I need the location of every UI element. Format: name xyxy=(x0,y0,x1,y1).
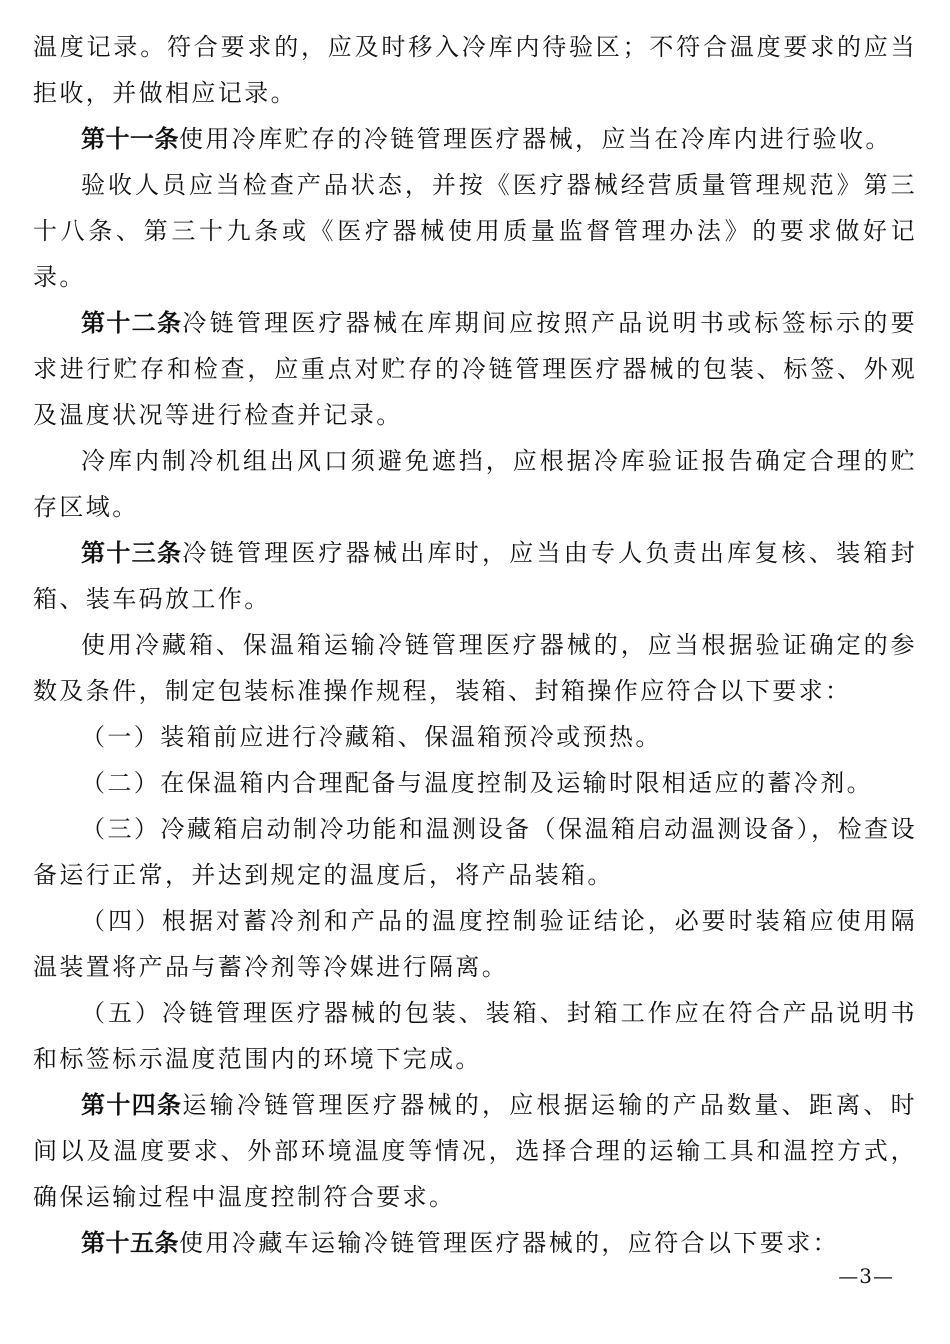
paragraph-text: （四）根据对蓄冷剂和产品的温度控制验证结论，必要时装箱应使用隔温装置将产品与蓄冷剂等冷媒进行隔离。 xyxy=(33,907,917,981)
paragraph-text: 温度记录。符合要求的，应及时移入冷库内待验区；不符合温度要求的应当拒收，并做相应记录。 xyxy=(33,33,917,107)
paragraph-text: 冷库内制冷机组出风口须避免遮挡，应根据冷库验证报告确定合理的贮存区域。 xyxy=(33,447,917,521)
page-number: —3— xyxy=(838,1264,894,1288)
paragraph-text: 使用冷藏车运输冷链管理医疗器械的，应符合以下要求： xyxy=(179,1229,839,1257)
paragraph-text: 使用冷藏箱、保温箱运输冷链管理医疗器械的，应当根据验证确定的参数及条件，制定包装标准操作规程，装箱、封箱操作应符合以下要求： xyxy=(33,631,917,705)
paragraph-continuation xyxy=(33,24,917,116)
paragraph-text: 验收人员应当检查产品状态，并按《医疗器械经营质量管理规范》第三十八条、第三十九条或《医疗器械使用质量监督管理办法》的要求做好记录。 xyxy=(33,171,917,291)
article-14 xyxy=(33,1082,917,1220)
paragraph xyxy=(33,622,917,714)
paragraph xyxy=(33,438,917,530)
list-item-1 xyxy=(33,714,917,760)
article-12 xyxy=(33,300,917,438)
paragraph xyxy=(33,162,917,300)
paragraph-text: 使用冷库贮存的冷链管理医疗器械，应当在冷库内进行验收。 xyxy=(179,125,892,153)
list-item-3 xyxy=(33,806,917,898)
paragraph-text: 运输冷链管理医疗器械的，应根据运输的产品数量、距离、时间以及温度要求、外部环境温度等情况，选择合理的运输工具和温控方式，确保运输过程中温度控制符合要求。 xyxy=(33,1091,917,1211)
paragraph-text: （三）冷藏箱启动制冷功能和温测设备（保温箱启动温测设备），检查设备运行正常，并达到规定的温度后，将产品装箱。 xyxy=(33,815,917,889)
body-text xyxy=(33,24,917,1266)
article-heading: 第十二条 xyxy=(81,309,183,337)
article-heading: 第十三条 xyxy=(81,539,183,567)
paragraph-text: 冷链管理医疗器械出库时，应当由专人负责出库复核、装箱封箱、装车码放工作。 xyxy=(33,539,917,613)
paragraph-text: （二）在保温箱内合理配备与温度控制及运输时限相适应的蓄冷剂。 xyxy=(81,769,873,797)
article-15 xyxy=(33,1220,917,1266)
list-item-4 xyxy=(33,898,917,990)
article-13 xyxy=(33,530,917,622)
article-heading: 第十一条 xyxy=(81,125,179,153)
list-item-5 xyxy=(33,990,917,1082)
article-11 xyxy=(33,116,917,162)
paragraph-text: （一）装箱前应进行冷藏箱、保温箱预冷或预热。 xyxy=(81,723,662,751)
paragraph-text: （五）冷链管理医疗器械的包装、装箱、封箱工作应在符合产品说明书和标签标示温度范围内的环境下完成。 xyxy=(33,999,917,1073)
article-heading: 第十五条 xyxy=(81,1229,179,1257)
list-item-2 xyxy=(33,760,917,806)
paragraph-text: 冷链管理医疗器械在库期间应按照产品说明书或标签标示的要求进行贮存和检查，应重点对贮存的冷链管理医疗器械的包装、标签、外观及温度状况等进行检查并记录。 xyxy=(33,309,917,429)
article-heading: 第十四条 xyxy=(81,1091,183,1119)
